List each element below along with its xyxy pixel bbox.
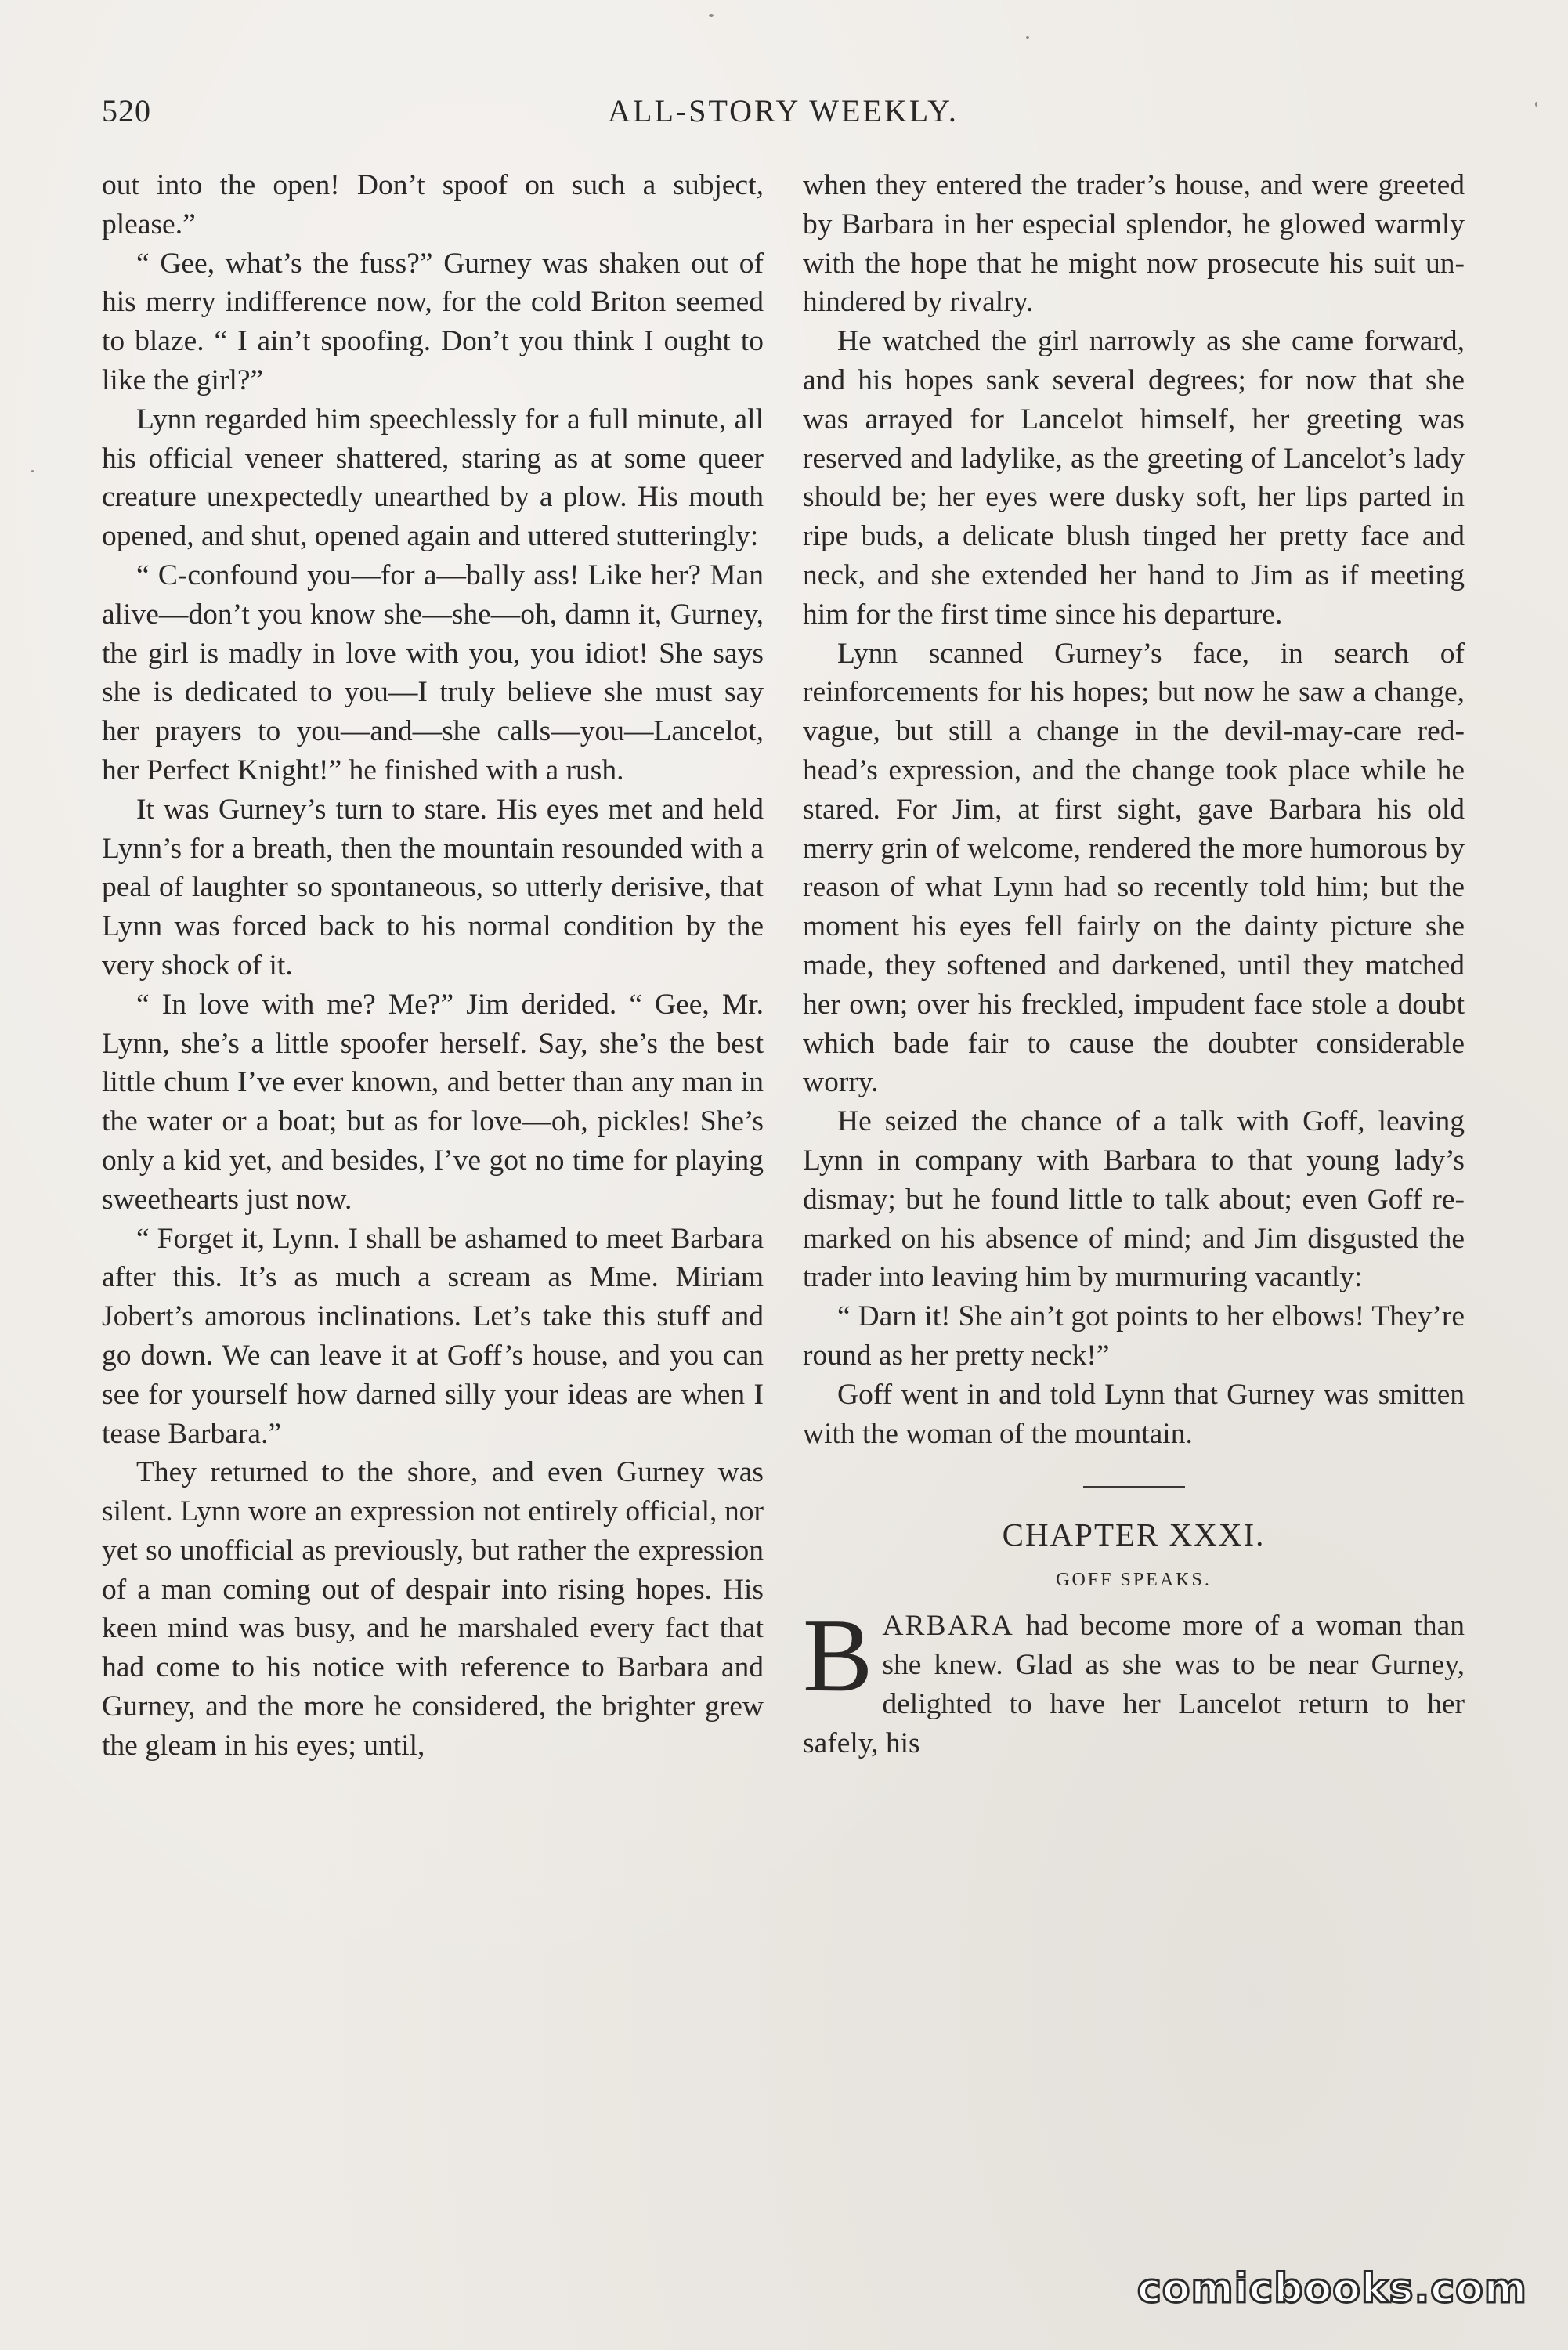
running-title: ALL-STORY WEEKLY. [608,93,959,128]
paragraph: Lynn scanned Gurney’s face, in search of reinforcements for his hopes; but now he saw a change, vague, but still a change in the devil-may-care red-head’s expression, and the change took place while he stared. For Jim, at first sight, gave Barbara his old merry grin of welcome, rendered the more humorous by reason of what Lynn had so recently told him; but the moment his eyes fell fairly on the dainty picture she made, they softened and darkened, until they matched her own; over his freckled, impudent face stole a doubt which bade fair to cause the doubter considerable worry. [803,637,1465,1099]
paragraph: “ C-confound you—for a—bally ass! Like her? Man alive—don’t you know she—she—oh, damn it, Gurney, the girl is madly in love with you, you idiot! She says she is dedicated to you—I truly believe she must say her prayers to you—and—she calls—you—Lancelot, her Perfect Knight!” he finished with a rush. [102,559,764,786]
page-header [102,92,1465,139]
paragraph: They returned to the shore, and even Gurney was silent. Lynn wore an expression not entirely official, nor yet so unofficial as previously, but rather the expression of a man coming out of despair into rising hopes. His keen mind was busy, and he marshaled every fact that had come to his notice with reference to Barbara and Gurney, and the more he considered, the brighter grew the gleam in his eyes; until, [102,1456,764,1762]
paragraph: “ Forget it, Lynn. I shall be ashamed to meet Barbara after this. It’s as much a scream as Mme. Miriam Jobert’s amorous inclinations. Let’s take this stuff and go down. We can leave it at Goff’s house, and you can see for yourself how darned silly your ideas are when I tease Barbara.” [102,1222,764,1450]
left-column [102,166,764,1766]
chapter-opening-paragraph [803,1597,1465,1762]
paragraph: “ In love with me? Me?” Jim derided. “ Gee, Mr. Lynn, she’s a little spoofer herself. Say, she’s the best little chum I’ve ever known, and better than any man in the water or a boat; but as for love—oh, pickles! She’s only a kid yet, and besides, I’ve got no time for playing sweethearts just now. [102,988,764,1216]
paper-speck [31,470,34,472]
paragraph: when they entered the trader’s house, and were greeted by Barbara in her especial splendor, he glowed warmly with the hope that he might now prosecute his suit unhindered by rivalry. [803,169,1465,319]
paragraph: “ Gee, what’s the fuss?” Gurney was shaken out of his merry indifference now, for the cold Briton seemed to blaze. “ I ain’t spoofing. Don’t you think I ought to like the girl?” [102,247,764,396]
opening-text: had become more of a woman than she knew. Glad as she was to be near Gurney, delighted to have her Lancelot return to her safely, his [803,1610,1465,1759]
chapter-title: CHAPTER XXXI. [1002,1517,1266,1553]
paper-speck [1535,102,1537,107]
drop-cap: B [803,1597,873,1714]
page-number: 520 [102,93,151,128]
paper-speck [709,14,714,17]
opening-word: ARBARA [882,1610,1014,1643]
chapter-subtitle: GOFF SPEAKS. [1056,1570,1212,1591]
paragraph: out into the open! Don’t spoof on such a subject, please.” [102,169,764,240]
paragraph: He watched the girl narrowly as she came forward, and his hopes sank several degrees; for now that she was arrayed for Lancelot himself, her greeting was reserved and ladylike, as the greeting of Lancelot’s lady should be; her eyes were dusky soft, her lips parted in ripe buds, a delicate blush tinged her pretty face and neck, and she extended her hand to Jim as if meeting him for the first time since his departure. [803,325,1465,631]
paragraph: Goff went in and told Lynn that Gurney was smitten with the woman of the mountain. [803,1378,1465,1450]
section-divider [1083,1486,1185,1488]
paragraph: Lynn regarded him speechlessly for a full minute, all his official veneer shattered, staring as at some queer creature unexpectedly unearthed by a plow. His mouth opened, and shut, opened again and uttered stutteringly: [102,403,764,553]
right-column [803,166,1465,1762]
paragraph: “ Darn it! She ain’t got points to her elbows! They’re round as her pretty neck!” [803,1300,1465,1372]
paragraph: It was Gurney’s turn to stare. His eyes met and held Lynn’s for a breath, then the mountain resounded with a peal of laughter so spontaneous, so utterly derisive, that Lynn was forced back to his normal condition by the very shock of it. [102,793,764,982]
paragraph: He seized the chance of a talk with Goff, leaving Lynn in company with Barbara to that young lady’s dismay; but he found little to talk about; even Goff remarked on his absence of mind; and Jim disgusted the trader into leaving him by murmuring vacantly: [803,1105,1465,1294]
watermark-logo: comicbooks.com [1136,2265,1527,2312]
paper-speck [1026,36,1029,39]
